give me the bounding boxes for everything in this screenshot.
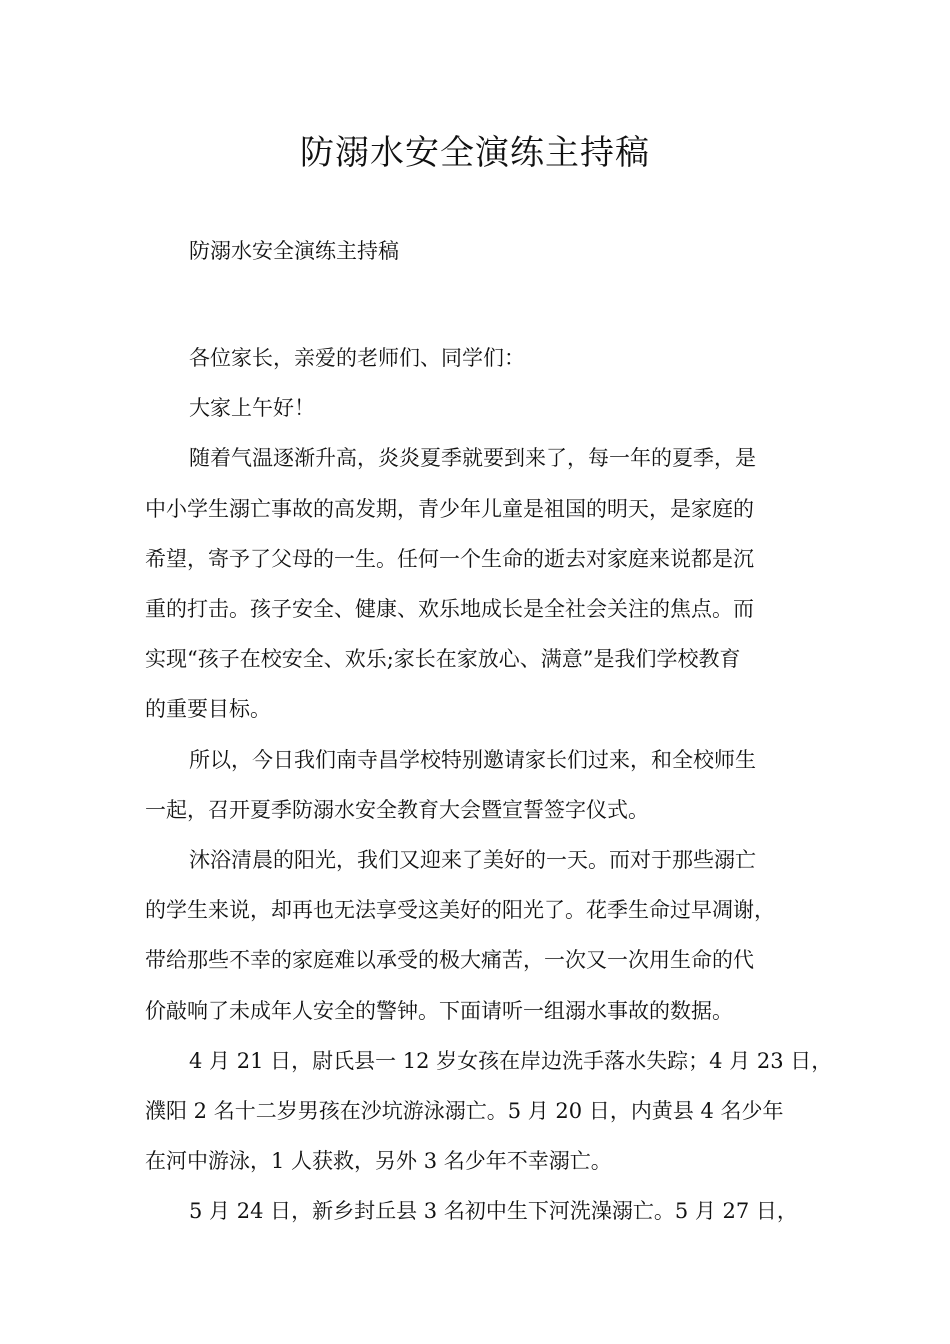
paragraph-line: 5 月 24 日，新乡封丘县 3 名初中生下河洗澡溺亡。5 月 27 日， [189,1199,798,1224]
paragraph-line: 实现“孩子在校安全、欢乐;家长在家放心、满意”是我们学校教育 [145,647,741,672]
paragraph-line: 随着气温逐渐升高，炎炎夏季就要到来了，每一年的夏季，是 [189,446,756,471]
paragraph-line: 希望，寄予了父母的一生。任何一个生命的逝去对家庭来说都是沉 [145,546,754,571]
paragraph-line: 的学生来说，却再也无法享受这美好的阳光了。花季生命过早凋谢， [145,898,775,923]
paragraph-line: 沐浴清晨的阳光，我们又迎来了美好的一天。而对于那些溺亡 [189,848,756,873]
body-paragraph [145,1186,825,1236]
paragraph-line: 价敲响了未成年人安全的警钟。下面请听一组溺水事故的数据。 [145,998,733,1023]
paragraph-line: 重的打击。孩子安全、健康、欢乐地成长是全社会关注的焦点。而 [145,597,754,622]
document-title: 防溺水安全演练主持稿 [300,133,650,173]
body-paragraph [145,835,825,1036]
body-paragraph [145,433,825,734]
paragraph-line: 4 月 21 日，尉氏县一 12 岁女孩在岸边洗手落水失踪；4 月 23 日， [189,1048,833,1073]
body-paragraph [145,1036,833,1187]
paragraph-line: 一起，召开夏季防溺水安全教育大会暨宣誓签字仪式。 [145,797,649,822]
document-subtitle: 防溺水安全演练主持稿 [189,239,399,263]
paragraph-line: 大家上午好！ [189,396,315,421]
document-body [145,333,833,1237]
paragraph-line: 带给那些不幸的家庭难以承受的极大痛苦，一次又一次用生命的代 [145,948,754,973]
body-paragraph [145,383,825,433]
paragraph-line: 在河中游泳，1 人获救，另外 3 名少年不幸溺亡。 [145,1149,612,1174]
paragraph-line: 中小学生溺亡事故的高发期，青少年儿童是祖国的明天，是家庭的 [145,496,754,521]
paragraph-line: 濮阳 2 名十二岁男孩在沙坑游泳溺亡。5 月 20 日，内黄县 4 名少年 [145,1099,784,1124]
paragraph-line: 各位家长，亲爱的老师们、同学们： [189,346,525,370]
paragraph-line: 的重要目标。 [145,697,271,722]
body-paragraph [145,333,825,383]
body-paragraph [145,735,825,835]
paragraph-line: 所以，今日我们南寺昌学校特别邀请家长们过来，和全校师生 [189,747,756,772]
